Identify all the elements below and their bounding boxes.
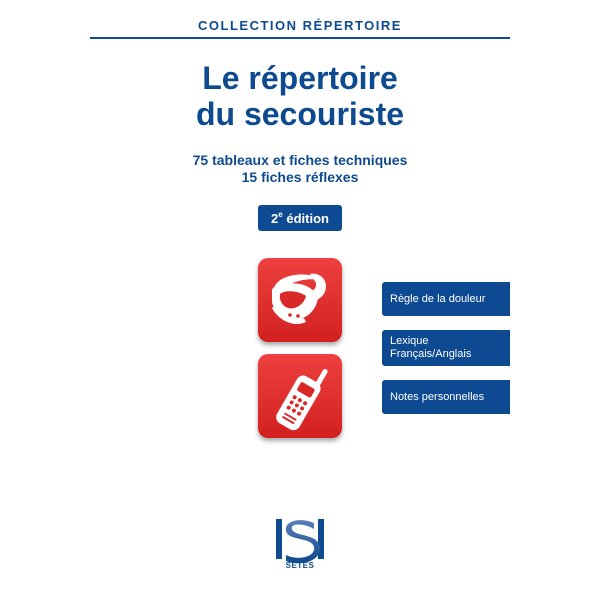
tab-label-line-1: Lexique [390,335,429,347]
walkie-talkie-tile [258,354,342,438]
book-title-line-1: Le répertoire [202,60,398,96]
book-title-line-2: du secouriste [195,96,405,132]
tab-lexique [382,330,510,366]
publisher-name: SETES [285,561,315,570]
cervical-collar-icon [258,258,342,342]
book-title [90,60,510,132]
edition-suffix: e [278,209,283,219]
tab-label: Notes personnelles [390,390,485,403]
edition-badge [258,205,342,231]
tab-label-line-2: Français/Anglais [390,348,472,360]
collection-divider [90,37,510,39]
edition-number: 2 [271,210,279,226]
tab-label: Règle de la douleur [390,292,486,305]
book-subtitle [90,152,510,186]
edition-label: édition [286,210,329,226]
cervical-collar-tile [258,258,342,342]
tab-notes-personnelles [382,380,510,414]
subtitle-line-2: 15 fiches réflexes [241,169,359,185]
tab-regle-douleur [382,282,510,316]
collection-label: COLLECTION RÉPERTOIRE [198,18,402,33]
walkie-talkie-icon [258,354,342,438]
subtitle-line-1: 75 tableaux et fiches techniques [192,152,408,168]
